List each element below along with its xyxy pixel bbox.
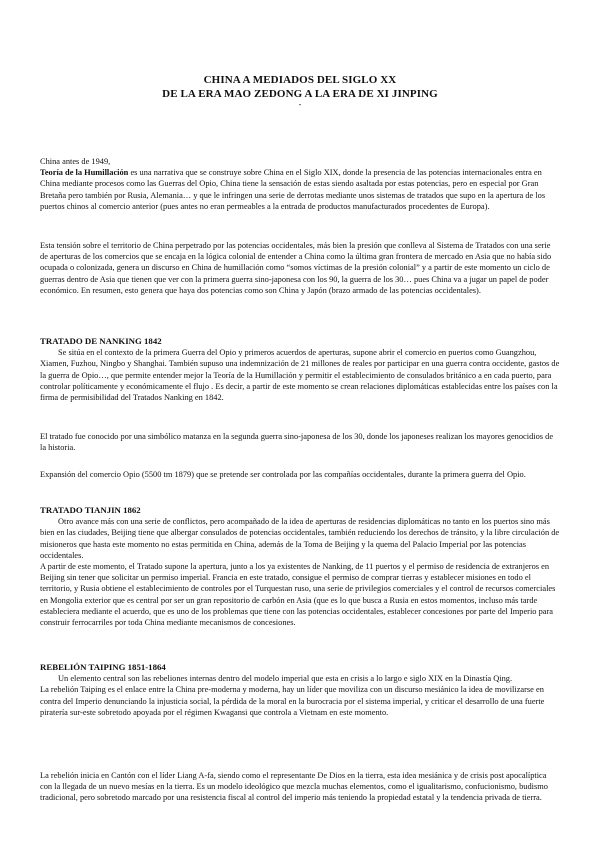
intro-paragraph-1-text: es una narrativa que se construye sobre China en el Siglo XIX, donde la presencia de las potencias internacionales entra en China mediante procesos como las Guerras del Opio, China tiene la sensación de estas siendo asaltada por estas potencias, pero en especial por Gran Bretaña pero también por Rusia, Alemania… y que le infringen una serie de derrotas mediante unos sistemas de tratados que supo en la apertura de los puertos chinos al comercio anterior (pues antes no eran permeables a la entrada de productos manufacturados procedentes de Europa).	[40, 168, 546, 211]
taiping-section	[40, 662, 560, 718]
tianjin-paragraph-1: Otro avance más con una serie de conflictos, pero acompañado de la idea de aperturas de residencias diplomáticas no tanto en los puertos sino más bien en las ciudades, Beijing tiene que albergar consulados de potencias occidentales, también reduciendo los derechos de tránsito, y la libre circulación de misioneros que hasta este momento no estas permitida en China, además de la Toma de Beijing y la quema del Palacio Imperial por las potencias occidentales.	[40, 517, 560, 560]
taiping-paragraph-2: La rebelión Taiping es el enlace entre la China pre-moderna y moderna, hay un líder que moviliza con un discurso mesiánico la idea de movilizarse en contra del Imperio denunciando la injusticia social, la pérdida de la moral en la burocracia por el sistema imperial, y criticar el desarrollo de una fuerte piratería sur-este sobretodo apoyada por el régimen Kwagansi que controla a Vietnam en este momento.	[40, 685, 545, 717]
taiping-paragraph-3-text: La rebelión inicia en Cantón con el líder Liang A-fa, siendo como el representante De Dios en la tierra, esta idea mesiánica y de crisis post apocalíptica con la llegada de un nuevo mesías en la tierra. Es un modelo ideológico que mezcla muchas elementos, como el igualitarismo, confucionismo, budismo tradicional, pero sobretodo marcado por una resistencia fiscal al control del imperio más teniendo la propiedad estatal y la tendencia privada de tierra.	[40, 771, 548, 803]
intro-paragraph-2	[40, 240, 560, 296]
nanking-section	[40, 336, 560, 403]
nanking-paragraph-3	[40, 469, 560, 480]
nanking-paragraph-1: Se sitúa en el contexto de la primera Guerra del Opio y primeros acuerdos de aperturas, supone abrir el comercio en puertos como Guangzhou, Xiamen, Fuzhou, Ningbo y Shanghai. También supuso una indemnización de 21 millones de reales por participar en una guerra contra occidente, gastos de la guerra de Opio…, que permite entender mejor la Teoría de la Humillación y permitir el establecimiento de consulados británico a en cada puerto, para controlar políticamente y económicamente el flujo . Es decir, a partir de este momento se crean relaciones diplomáticas establecidas entre los países con la firma de permisibilidad del Tratados Nanking en 1842.	[40, 348, 560, 403]
intro-date-line: China antes de 1949,	[40, 157, 111, 166]
intro-paragraph-1	[40, 167, 560, 212]
intro-paragraph-2-text: Esta tensión sobre el territorio de China perpetrado por las potencias occidentales, más bien la presión que conlleva al Sistema de Tratados con una serie de aperturas de los comercios que se encaja en la lógica colonial de entender a China como la última gran frontera de mercado en Asia que no había sido ocupada o colonizada, genera un discurso en China de humillación como “somos víctimas de la presión colonial” y a partir de este momento un ciclo de guerras dentro de Asia que tienen que ver con la primera guerra sino-japonesa con los 90, la guerra de los 30… pues China va a jugar un papel de poder económico. En resumen, esto genera que haya dos potencias como son China y Japón (brazo armado de las potencias occidentales).	[40, 241, 552, 295]
taiping-paragraph-3	[40, 770, 560, 804]
intro-section	[40, 156, 560, 212]
tianjin-section	[40, 505, 560, 628]
nanking-heading: TRATADO DE NANKING 1842	[40, 336, 162, 346]
title-mark: -	[298, 100, 302, 109]
title-line-2: DE LA ERA MAO ZEDONG A LA ERA DE XI JINPING	[162, 88, 438, 100]
taiping-heading: REBELIÓN TAIPING 1851-1864	[40, 662, 166, 672]
taiping-paragraph-1: Un elemento central son las rebeliones internas dentro del modelo imperial que esta en crisis a lo largo e siglo XIX en la Dinastía Qing.	[58, 674, 513, 684]
tianjin-heading: TRATADO TIANJIN 1862	[40, 505, 141, 515]
nanking-paragraph-3-text: Expansión del comercio Opio (5500 tm 1879) que se pretende ser controlada por las compañías occidentales, durante la primera guerra del Opio.	[40, 470, 526, 479]
intro-term: Teoría de la Humillación	[40, 168, 129, 178]
title-line-1: CHINA A MEDIADOS DEL SIGLO XX	[203, 74, 397, 86]
nanking-paragraph-2	[40, 431, 560, 453]
tianjin-paragraph-2: A partir de este momento, el Tratado supone la apertura, junto a los ya existentes de Nanking, de 11 puertos y el permiso de residencia de extranjeros en Beijing sin tener que solicitar un permiso imperial. Francia en este tratado, consigue el permiso de comprar tierras y establecer misiones en todo el territorio, y Rusia obtiene el establecimiento de controles por el Turquestan ruso, una serie de privilegios comerciales y el control de recursos comerciales en Mongolia exterior que es central por ser un gran repositorio de carbón en Asia (que es lo que busca a Rusia en estos momentos, incluso más tarde estableciera mediante el acuerdo, que es uno de los problemas que tiene con las potencias occidentales, establecer concesiones por parte del Imperio para construir ferrocarriles por toda China mediante mecanismos de concesiones.	[40, 562, 556, 628]
nanking-paragraph-2-text: El tratado fue conocido por una simbólico matanza en la segunda guerra sino-japonesa de los 30, donde los japoneses realizan los mayores genocidios de la historia.	[40, 432, 554, 453]
